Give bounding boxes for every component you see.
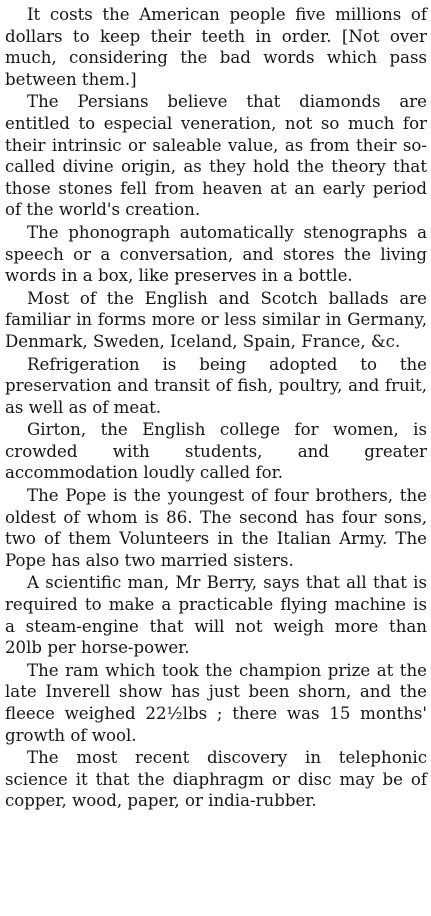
paragraph-pope-family: The Pope is the youngest of four brothers, the oldest of whom is 86. The second has four sons, two of them Volunteers in the Italian Army. The Pope has also two married sisters.: [5, 486, 427, 570]
paragraph-persian-diamonds: The Persians believe that diamonds are entitled to especial veneration, not so much for their intrinsic or saleable value, as from their so-called divine origin, as they hold the theory that those stones fell from heaven at an early period of the world's creation.: [5, 92, 427, 220]
paragraph-telephone-diaphragm: The most recent discovery in telephonic science it that the diaphragm or disc may be of copper, wood, paper, or india-rubber.: [5, 748, 427, 811]
paragraph-girton-college: Girton, the English college for women, is crowded with students, and greater accommodation loudly called for.: [5, 420, 427, 483]
paragraph-phonograph: The phonograph automatically stenographs a speech or a conversation, and stores the living words in a box, like preserves in a bottle.: [5, 222, 427, 286]
paragraph-refrigeration: Refrigeration is being adopted to the preservation and transit of fish, poultry, and fruit, as well as of meat.: [5, 354, 427, 417]
paragraph-teeth-cost: It costs the American people five millions of dollars to keep their teeth in order. [Not over much, considering the bad words which pass between them.]: [5, 5, 427, 89]
paragraph-ballads: Most of the English and Scotch ballads are familiar in forms more or less similar in Germany, Denmark, Sweden, Iceland, Spain, France, &c.: [5, 288, 427, 351]
paragraph-flying-machine: A scientific man, Mr Berry, says that all that is required to make a practicable flying machine is a steam-engine that will not weigh more than 20lb per horse-power.: [5, 573, 427, 658]
paragraph-champion-ram: The ram which took the champion prize at the late Inverell show has just been shorn, and the fleece weighed 22½lbs ; there was 15 months' growth of wool.: [5, 660, 427, 745]
